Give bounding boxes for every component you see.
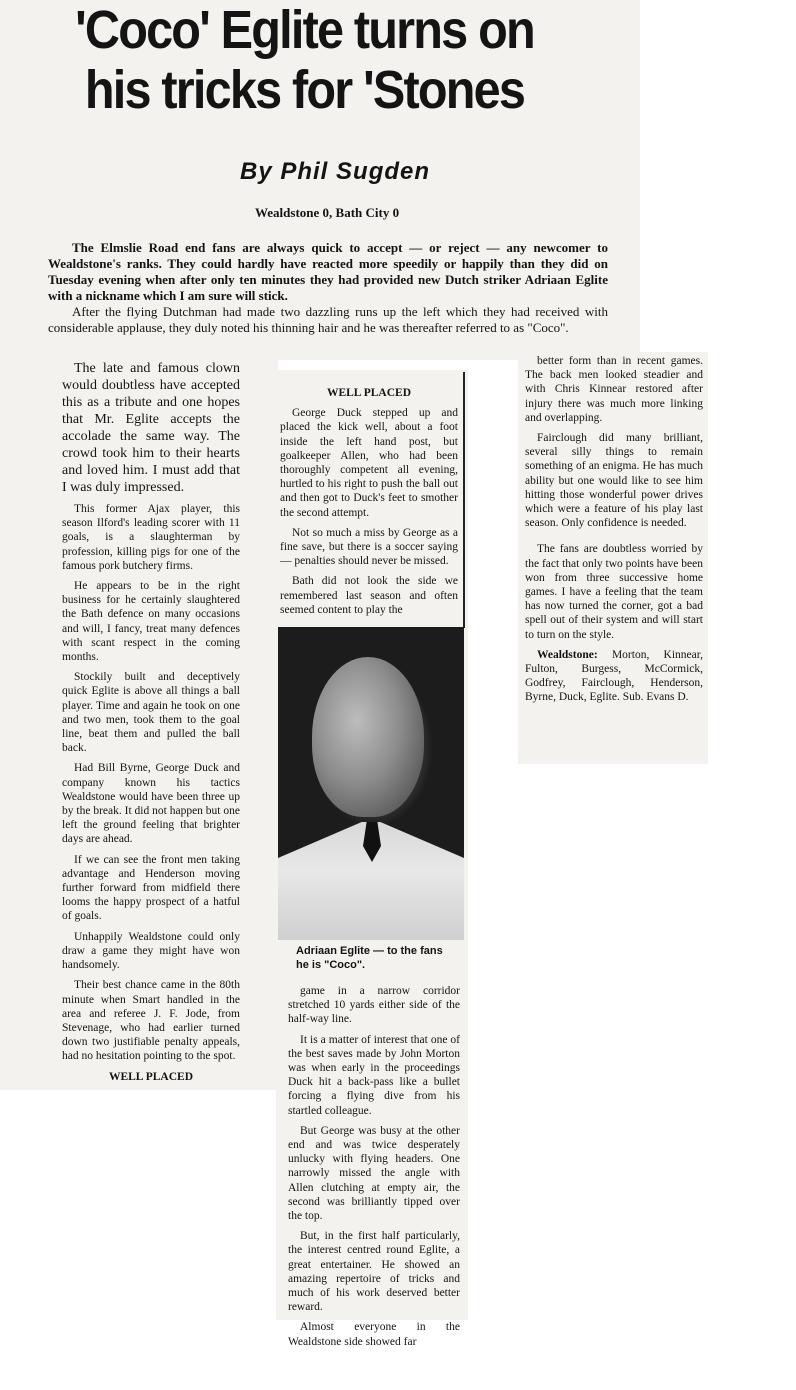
col2-paragraph-3: Bath did not look the side we remembered last season and often seemed content to play the — [280, 575, 458, 616]
column-3 — [525, 354, 703, 711]
col2-paragraph-6: But George was busy at the other end and was twice desperately unlucky with flying headers. One narrowly missed the angle with Allen clutching at empty air, the second was brilliantly tipped over the top. — [288, 1124, 460, 1223]
headline-line-2: his tricks for 'Stones — [84, 60, 525, 120]
col2-paragraph-7: But, in the first half particularly, the interest centred round Eglite, a great entertainer. He showed an amazing repertoire of tricks and much of his work deserved better reward. — [288, 1230, 460, 1314]
col1-paragraph-6: If we can see the front men taking advantage and Henderson moving further forward from midfield there looms the happy prospect of a hatful of goals. — [62, 853, 240, 923]
column-1 — [62, 360, 240, 1090]
col2-paragraph-1: George Duck stepped up and placed the kick well, about a foot inside the left hand post, but goalkeeper Allen, who had been thoroughly competent all evening, hurtled to his right to push the ball out and then got to Duck's feet to smother the second attempt. — [280, 407, 458, 519]
col1-subhead: WELL PLACED — [108, 1070, 194, 1083]
column-2-top — [280, 380, 458, 623]
player-photo — [278, 627, 464, 940]
col1-paragraph-5: Had Bill Byrne, George Duck and company known his tactics Wealdstone would have been three up by the break. It did not happen but one left the ground feeling that brighter days are ahead. — [62, 762, 240, 846]
col1-paragraph-4: Stockily built and deceptively quick Eglite is above all things a ball player. Time and again he took on one and two men, took them to the goal line, beat them and pulled the ball back. — [62, 671, 240, 755]
col1-paragraph-3: He appears to be in the right business for he certainly slaughtered the Bath defence on many occasions and will, I fancy, treat many defences with scant respect in the coming months. — [62, 580, 240, 664]
col2-paragraph-4: game in a narrow corridor stretched 10 yards either side of the half-way line. — [288, 985, 460, 1026]
headline — [30, 0, 579, 120]
intro-paragraph: After the flying Dutchman had made two dazzling runs up the left which they had received with considerable applause, they duly noted his thinning hair and he was thereafter referred to as "Coco". — [48, 304, 608, 335]
col2-paragraph-2: Not so much a miss by George as a fine save, but there is a soccer saying — penalties should never be missed. — [280, 526, 458, 568]
column-2-bottom — [288, 984, 460, 1355]
photo-face — [312, 657, 424, 817]
team-lineup-list: Morton, Kinnear, Fulton, Burgess, McCormick, Godfrey, Fairclough, Henderson, Byrne, Duck, Eglite. Sub. Evans D. — [525, 648, 703, 704]
intro — [48, 240, 608, 336]
col3-paragraph-2: Fairclough did many brilliant, several silly things to remain something of an enigma. He has much ability but one would like to see him hitting those wonderful power drives which were a feature of his play last season. Only confidence is needed. — [525, 432, 703, 530]
col1-paragraph-8: Their best chance came in the 80th minute when Smart handled in the area and referee J. F. Jode, from Stevenage, who had earlier turned down two justifiable penalty appeals, had no hesitation pointing to the spot. — [62, 979, 240, 1063]
col3-paragraph-1: better form than in recent games. The back men looked steadier and with Chris Kinnear restored after injury there was much more linking and overlapping. — [525, 355, 703, 424]
team-lineup-label: Wealdstone: — [537, 648, 598, 661]
col2-paragraph-8: Almost everyone in the Wealdstone side showed far — [288, 1321, 460, 1348]
col1-paragraph-1: The late and famous clown would doubtless have accepted this as a tribute and one hopes that Mr. Eglite accepts the accolade the same way. The crowd took him to their hearts and loved him. I must add that I was duly impressed. — [62, 361, 240, 495]
column-rule — [463, 372, 465, 628]
team-lineup — [525, 648, 703, 705]
intro-lead: The Elmslie Road end fans are always quick to accept — or reject — any newcomer to Wealdstone's ranks. They could hardly have reacted more speedily or happily than they did on Tuesday evening when after only ten minutes they had provided new Dutch striker Adriaan Eglite with a nickname which I am sure will stick. — [48, 240, 608, 303]
match-score: Wealdstone 0, Bath City 0 — [255, 205, 400, 220]
col2-subhead: WELL PLACED — [326, 387, 412, 399]
headline-line-1: 'Coco' Eglite turns on — [75, 0, 534, 60]
col1-paragraph-7: Unhappily Wealdstone could only draw a game they might have won handsomely. — [62, 930, 240, 972]
col2-paragraph-5: It is a matter of interest that one of the best saves made by John Morton was when early in the proceedings Duck hit a back-pass like a bullet forcing a flying dive from his startled colleague. — [288, 1033, 460, 1117]
byline: By Phil Sugden — [240, 158, 431, 185]
col3-paragraph-3: The fans are doubtless worried by the fact that only two points have been won from three successive home games. I have a feeling that the team has now turned the corner, got a bad spell out of their system and will start to turn on the style. — [525, 543, 703, 641]
photo-caption: Adriaan Eglite — to the fans he is "Coco". — [296, 945, 443, 971]
col1-paragraph-2: This former Ajax player, this season Ilford's leading scorer with 11 goals, is a slaughterman by profession, killing pigs for one of the famous pork butchery firms. — [62, 503, 240, 572]
